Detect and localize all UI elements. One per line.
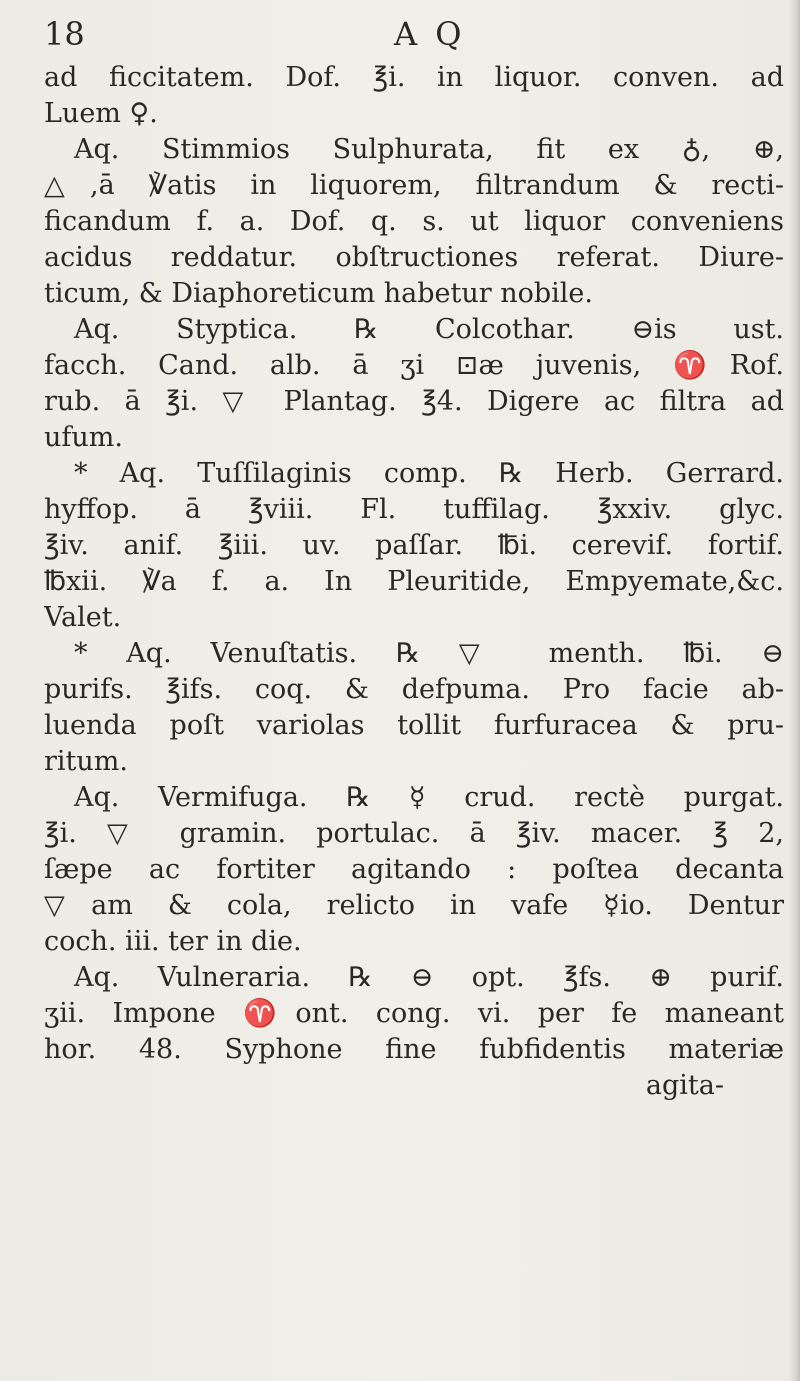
text-line: ticum, & Diaphoreticum habetur nobile. [44, 278, 593, 309]
text-line: ufum. [44, 422, 123, 453]
text-line: facch. Cand. alb. ā ʒi ⊡æ juvenis, ♈Rof. [44, 350, 784, 381]
text-line: purifs. ℥ifs. coq. & defpuma. Pro facie ab- [44, 674, 784, 705]
text-line: * Aq. Venuſtatis. ℞ ▽ menth. ℔i. ⊖ [74, 638, 784, 669]
page-number: 18 [44, 15, 85, 53]
page-edge-shadow [788, 0, 800, 1381]
text-line: ℥i. ▽ gramin. portulac. ā ℥iv. macer. ℥ 2, [44, 818, 784, 849]
text-line: coch. iii. ter in die. [44, 926, 302, 957]
text-line: * Aq. Tuſſilaginis comp. ℞ Herb. Gerrard. [74, 458, 784, 489]
page-header [44, 6, 744, 62]
text-line: luenda poſt variolas tollit furfuracea & pru- [44, 710, 784, 741]
text-line: △,ā ℣atis in liquorem, filtrandum & recti- [44, 170, 784, 201]
text-line: agita- [645, 1070, 724, 1101]
text-line: hor. 48. Syphone fine fubfidentis materiæ [44, 1034, 784, 1065]
text-line: hyffop. ā ℥viii. Fl. tuffilag. ℥xxiv. glyc. [44, 494, 784, 525]
text-line: ficandum f. a. Dof. q. s. ut liquor conveniens [44, 206, 784, 237]
text-line: ▽am & cola, relicto in vafe ☿io. Dentur [44, 890, 784, 921]
running-head: A Q [394, 15, 466, 53]
text-line: ritum. [44, 746, 128, 777]
text-line: ℔xii. ℣a f. a. In Pleuritide, Empyemate,&c. [44, 566, 784, 597]
text-line: ʒii. Impone ♈ont. cong. vi. per fe maneant [44, 998, 784, 1029]
text-line: ſæpe ac fortiter agitando : poſtea decanta [44, 854, 784, 885]
text-line: ad ficcitatem. Dof. ℥i. in liquor. conven. ad [44, 62, 784, 93]
body-text [44, 60, 784, 1104]
text-line: Luem ♀. [44, 98, 158, 129]
text-line: rub. ā ℥i. ▽ Plantag. ℥4. Digere ac filtra ad [44, 386, 784, 417]
text-line: Aq. Vermifuga. ℞ ☿ crud. rectè purgat. [74, 782, 784, 813]
text-line: Aq. Stimmios Sulphurata, fit ex ♁, ⊕, [74, 134, 784, 165]
text-line: Aq. Vulneraria. ℞ ⊖ opt. ℥fs. ⊕ purif. [74, 962, 784, 993]
text-line: Aq. Styptica. ℞ Colcothar. ⊖is ust. [74, 314, 784, 345]
text-line: Valet. [44, 602, 122, 633]
text-line: ℥iv. anif. ℥iii. uv. paſſar. ℔i. cerevif. fortif. [44, 530, 784, 561]
text-line: acidus reddatur. obſtructiones referat. Diure- [44, 242, 784, 273]
